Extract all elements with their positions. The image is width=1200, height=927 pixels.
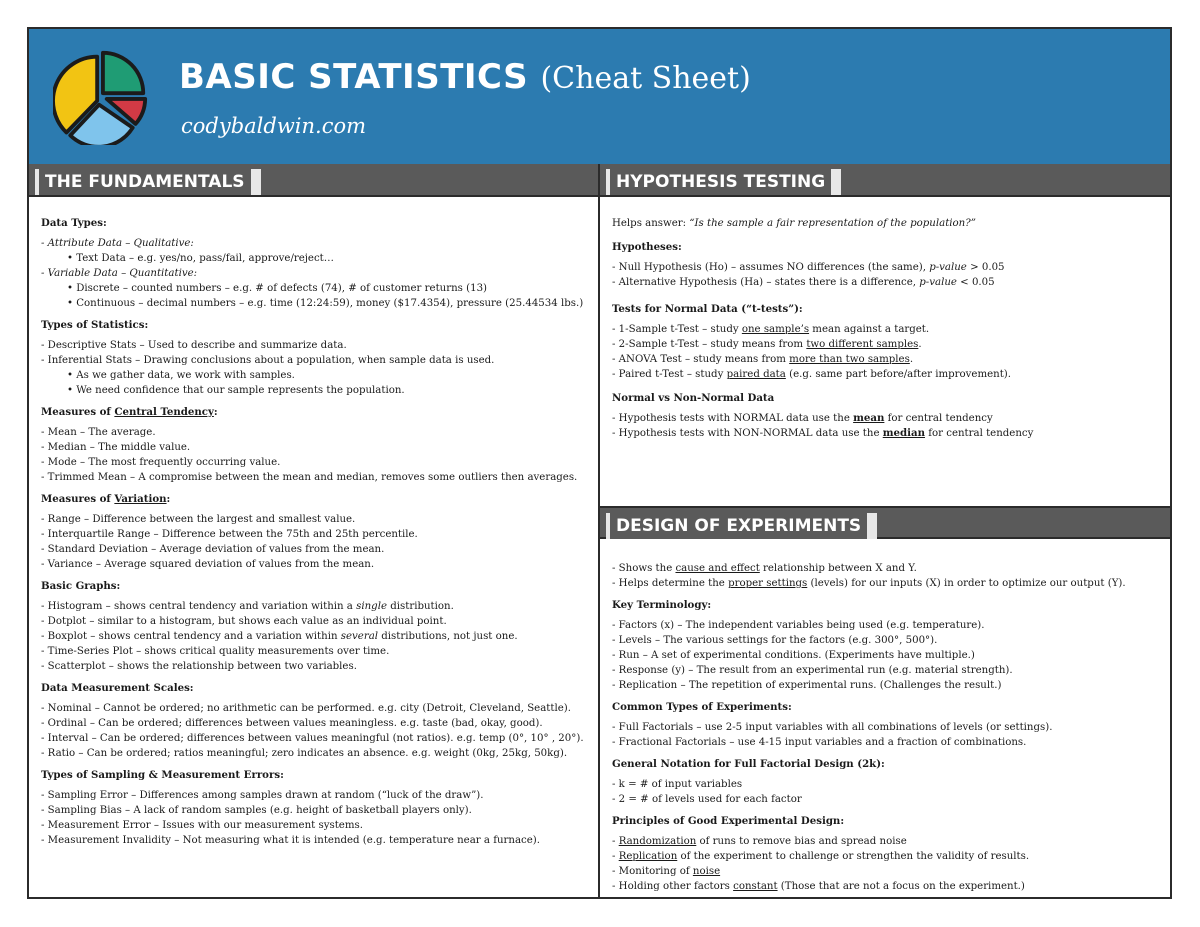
list-item: - Scatterplot – shows the relationship between two variables.: [41, 661, 357, 672]
list-item: - Time-Series Plot – shows critical quality measurements over time.: [41, 646, 390, 657]
section-header-fundamentals: [29, 164, 598, 197]
list-item: - ANOVA Test – study means from more than two samples.: [612, 354, 914, 365]
list-item: - Run – A set of experimental conditions. (Experiments have multiple.): [612, 650, 975, 661]
title-subtitle: (Cheat Sheet): [540, 61, 751, 96]
list-item: - Sampling Error – Differences among samples drawn at random (“luck of the draw”).: [41, 790, 484, 801]
fundamentals-content: [29, 216, 598, 848]
list-item: - Measurement Error – Issues with our measurement systems.: [41, 820, 363, 831]
list-item: - Ordinal – Can be ordered; differences between values meaningless. e.g. taste (bad, okay, good).: [41, 718, 543, 729]
list-item: - Nominal – Cannot be ordered; no arithmetic can be performed. e.g. city (Detroit, Cleveland, Seattle).: [41, 703, 571, 714]
list-item: - Mode – The most frequently occurring value.: [41, 457, 281, 468]
list-item: - Ratio – Can be ordered; ratios meaningful; zero indicates an absence. e.g. weight (0kg, 25kg, 50kg).: [41, 748, 568, 759]
list-item: - Interquartile Range – Difference between the 75th and 25th percentile.: [41, 529, 418, 540]
list-item: - Standard Deviation – Average deviation of values from the mean.: [41, 544, 385, 555]
page-title: [179, 57, 751, 97]
section-title-doe: DESIGN OF EXPERIMENTS: [610, 513, 867, 539]
cheat-sheet: [27, 27, 1172, 899]
heading-types-of-statistics: Types of Statistics:: [41, 319, 149, 331]
list-item: - Interval – Can be ordered; differences between values meaningful (not ratios). e.g. temp (0°, 10° , 20°).: [41, 733, 584, 744]
list-item: - Inferential Stats – Drawing conclusions about a population, when sample data is used.: [41, 355, 495, 366]
heading-central-tendency: Measures of Central Tendency:: [41, 406, 218, 418]
header-banner: [29, 29, 1170, 164]
helps-answer-line: Helps answer: “Is the sample a fair representation of the population?”: [612, 218, 976, 229]
continuous-line: • Continuous – decimal numbers – e.g. time (12:24:59), money ($17.4354), pressure (25.44534 lbs.): [67, 298, 584, 309]
list-item: - Trimmed Mean – A compromise between the mean and median, removes some outliers then averages.: [41, 472, 578, 483]
list-item: - 2-Sample t-Test – study means from two different samples.: [612, 339, 922, 350]
fundamentals-column: [29, 164, 600, 897]
heading-principles: Principles of Good Experimental Design:: [612, 815, 845, 827]
list-item: - Dotplot – similar to a histogram, but shows each value as an individual point.: [41, 616, 447, 627]
list-item: - Median – The middle value.: [41, 442, 191, 453]
list-item: - Fractional Factorials – use 4-15 input variables and a fraction of combinations.: [612, 737, 1027, 748]
variable-data-line: - Variable Data – Quantitative:: [41, 268, 198, 279]
text-data-line: • Text Data – e.g. yes/no, pass/fail, approve/reject…: [67, 253, 334, 264]
heading-normal-vs-non-normal: Normal vs Non-Normal Data: [612, 392, 775, 404]
attribute-data-line: - Attribute Data – Qualitative:: [41, 238, 194, 249]
list-item: - Hypothesis tests with NORMAL data use the mean for central tendency: [612, 412, 993, 424]
section-header-doe: [600, 506, 1170, 539]
site-link[interactable]: codybaldwin.com: [181, 114, 367, 138]
heading-key-terminology: Key Terminology:: [612, 599, 712, 611]
heading-basic-graphs: Basic Graphs:: [41, 580, 121, 592]
heading-data-types: Data Types:: [41, 217, 107, 229]
hypothesis-content: [600, 216, 1170, 506]
section-title-hypothesis: HYPOTHESIS TESTING: [610, 169, 831, 195]
list-item: - 2 = # of levels used for each factor: [612, 794, 802, 805]
heading-measurement-scales: Data Measurement Scales:: [41, 682, 194, 694]
section-header-hypothesis: [600, 164, 1170, 197]
list-item: - Holding other factors constant (Those that are not a focus on the experiment.): [612, 881, 1025, 892]
list-item: - 1-Sample t-Test – study one sample’s mean against a target.: [612, 324, 930, 335]
list-item: - Measurement Invalidity – Not measuring what it is intended (e.g. temperature near a furnace).: [41, 835, 540, 846]
list-item: - Sampling Bias – A lack of random samples (e.g. height of basketball players only).: [41, 805, 472, 816]
heading-common-types: Common Types of Experiments:: [612, 701, 792, 713]
right-column: [600, 164, 1170, 897]
list-item: - Helps determine the proper settings (levels) for our inputs (X) in order to optimize our output (Y).: [612, 578, 1126, 589]
heading-general-notation: General Notation for Full Factorial Design (2k):: [612, 758, 885, 770]
list-item: - Shows the cause and effect relationship between X and Y.: [612, 563, 917, 574]
list-item: - k = # of input variables: [612, 779, 743, 790]
list-item: - Histogram – shows central tendency and variation within a single distribution.: [41, 601, 454, 612]
heading-sampling-errors: Types of Sampling & Measurement Errors:: [41, 769, 284, 781]
list-item: • We need confidence that our sample represents the population.: [67, 385, 405, 396]
title-text: BASIC STATISTICS: [179, 57, 529, 97]
list-item: - Full Factorials – use 2-5 input variables with all combinations of levels (or settings).: [612, 722, 1053, 733]
list-item: - Hypothesis tests with NON-NORMAL data use the median for central tendency: [612, 427, 1034, 439]
list-item: - Replication of the experiment to challenge or strengthen the validity of results.: [612, 851, 1030, 862]
list-item: - Monitoring of noise: [612, 866, 721, 877]
list-item: - Factors (x) – The independent variables being used (e.g. temperature).: [612, 620, 985, 631]
heading-variation: Measures of Variation:: [41, 493, 171, 505]
pie-chart-logo-icon: [53, 49, 149, 145]
section-title-fundamentals: THE FUNDAMENTALS: [39, 169, 251, 195]
list-item: - Null Hypothesis (Ho) – assumes NO differences (the same), p-value > 0.05: [612, 262, 1005, 273]
list-item: - Descriptive Stats – Used to describe and summarize data.: [41, 340, 347, 351]
list-item: - Mean – The average.: [41, 427, 156, 438]
list-item: • As we gather data, we work with samples.: [67, 370, 295, 381]
doe-content: [600, 561, 1170, 894]
list-item: - Levels – The various settings for the factors (e.g. 300°, 500°).: [612, 635, 938, 646]
list-item: - Response (y) – The result from an experimental run (e.g. material strength).: [612, 665, 1013, 676]
list-item: - Boxplot – shows central tendency and a variation within several distributions, not just one.: [41, 631, 518, 642]
list-item: - Paired t-Test – study paired data (e.g. same part before/after improvement).: [612, 369, 1012, 380]
list-item: - Replication – The repetition of experimental runs. (Challenges the result.): [612, 680, 1002, 691]
list-item: - Variance – Average squared deviation of values from the mean.: [41, 559, 375, 570]
list-item: - Alternative Hypothesis (Ha) – states there is a difference, p-value < 0.05: [612, 277, 995, 288]
heading-tests-normal: Tests for Normal Data (“t-tests”):: [612, 303, 803, 315]
list-item: - Range – Difference between the largest and smallest value.: [41, 514, 356, 525]
heading-hypotheses: Hypotheses:: [612, 241, 682, 253]
discrete-line: • Discrete – counted numbers – e.g. # of defects (74), # of customer returns (13): [67, 283, 488, 294]
list-item: - Randomization of runs to remove bias and spread noise: [612, 836, 907, 847]
